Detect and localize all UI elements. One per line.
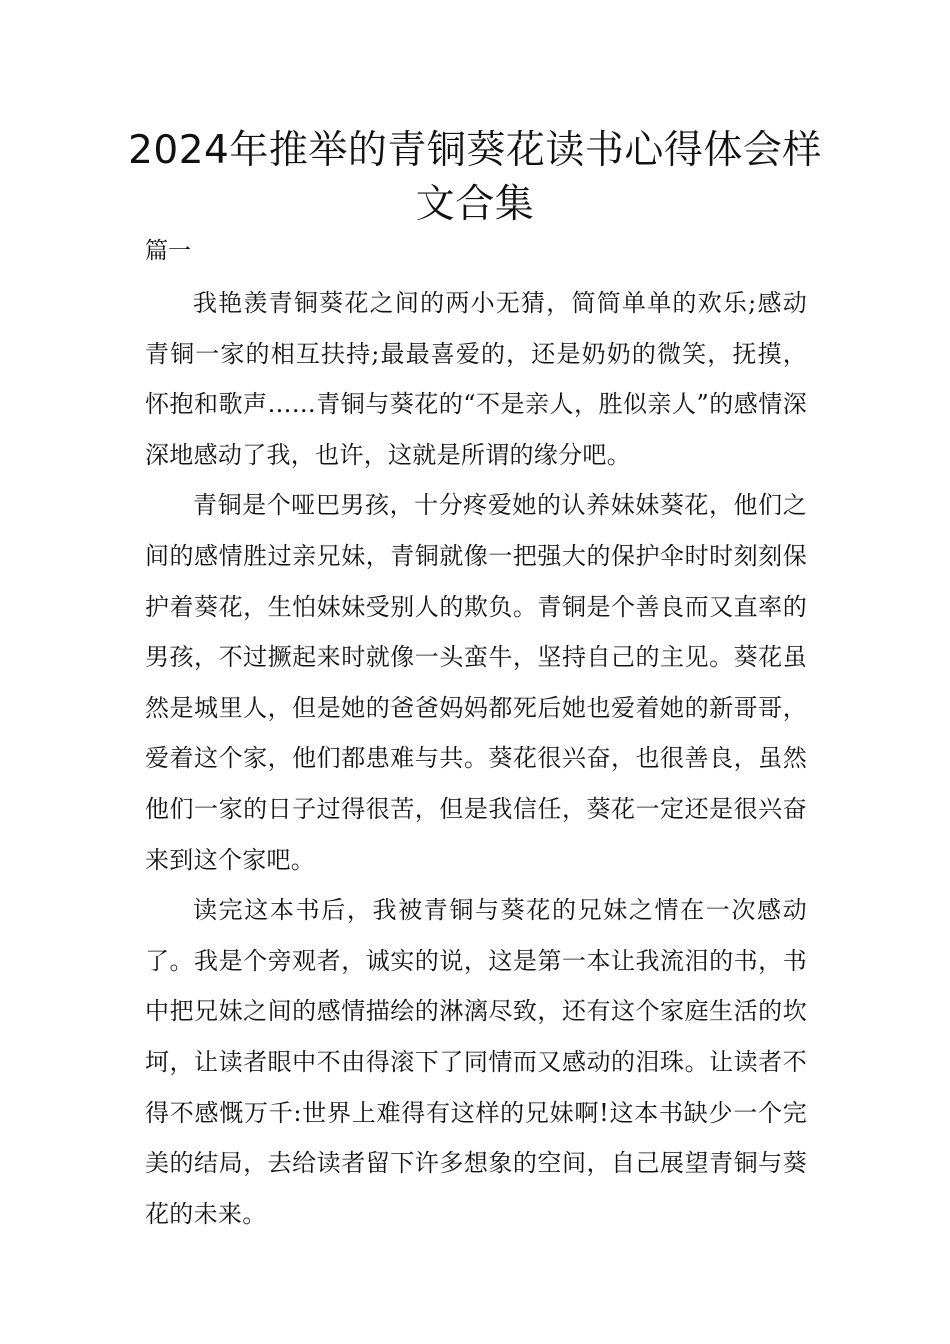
paragraph: 青铜是个哑巴男孩，十分疼爱她的认养妹妹葵花，他们之间的感情胜过亲兄妹，青铜就像一把强大的保护伞时时刻刻保护着葵花，生怕妹妹受别人的欺负。青铜是个善良而又直率的男孩，不过撅起来时就像一头蛮牛，坚持自己的主见。葵花虽然是城里人，但是她的爸爸妈妈都死后她也爱着她的新哥哥，爱着这个家，他们都患难与共。葵花很兴奋，也很善良，虽然他们一家的日子过得很苦，但是我信任，葵花一定还是很兴奋来到这个家吧。 bbox=[145, 491, 807, 874]
paragraph: 我艳羡青铜葵花之间的两小无猜，简简单单的欢乐;感动青铜一家的相互扶持;最最喜爱的，还是奶奶的微笑，抚摸，怀抱和歌声……青铜与葵花的“不是亲人，胜似亲人”的感情深深地感动了我，也许，这就是所谓的缘分吧。 bbox=[145, 289, 807, 469]
section-label: 篇一 bbox=[145, 238, 191, 264]
document-body bbox=[145, 278, 807, 1239]
document-title: 2024年推举的青铜葵花读书心得体会样文合集 bbox=[128, 128, 822, 227]
paragraph: 读完这本书后，我被青铜与葵花的兄妹之情在一次感动了。我是个旁观者，诚实的说，这是第一本让我流泪的书，书中把兄妹之间的感情描绘的淋漓尽致，还有这个家庭生活的坎坷，让读者眼中不由得滚下了同情而又感动的泪珠。让读者不得不感慨万千:世界上难得有这样的兄妹啊!这本书缺少一个完美的结局，去给读者留下许多想象的空间，自己展望青铜与葵花的未来。 bbox=[145, 896, 807, 1228]
